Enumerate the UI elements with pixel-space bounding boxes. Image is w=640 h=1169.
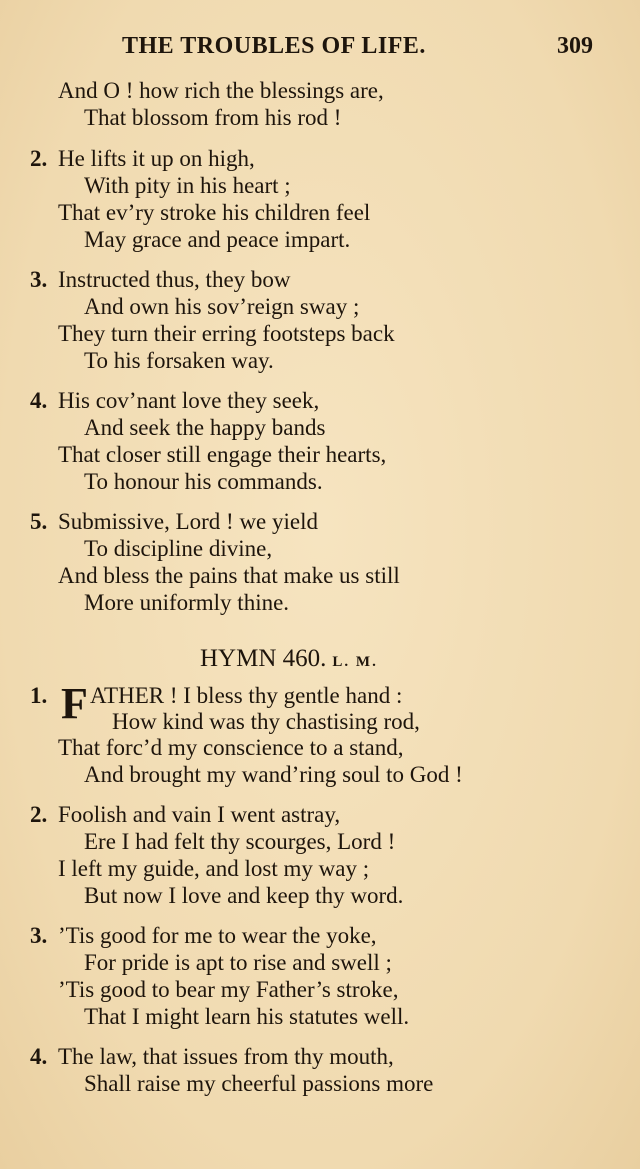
stanza-number: 3. (30, 923, 48, 948)
verse-line: More uniformly thine. (84, 590, 290, 615)
verse-line: And O ! how rich the blessings are, (58, 78, 384, 103)
verse-line: Shall raise my cheerful passions more (84, 1071, 434, 1096)
verse-line: To honour his commands. (84, 469, 323, 494)
stanza-number: 4. (30, 1044, 48, 1069)
stanza-number: 2. (30, 802, 48, 827)
stanza-number: 3. (30, 267, 48, 292)
verse-line: May grace and peace impart. (84, 227, 351, 252)
verse-line: To his forsaken way. (84, 348, 274, 373)
verse-line: And own his sov’reign sway ; (84, 294, 360, 319)
stanza-number: 4. (30, 388, 48, 413)
verse-line: They turn their erring footsteps back (58, 321, 395, 346)
stanza-number: 1. (30, 683, 48, 708)
stanza-number: 5. (30, 509, 48, 534)
verse-line: How kind was thy chastising rod, (112, 709, 420, 734)
drop-cap: F (61, 679, 88, 728)
verse-line: That ev’ry stroke his children feel (58, 200, 371, 225)
verse-line: Instructed thus, they bow (58, 267, 291, 292)
page-number: 309 (557, 33, 593, 59)
stanza-number: 2. (30, 146, 48, 171)
hymn-title (200, 646, 378, 671)
verse-line: I left my guide, and lost my way ; (58, 856, 370, 881)
hymn-number: HYMN 460. (200, 645, 327, 672)
verse-line: That closer still engage their hearts, (58, 442, 387, 467)
running-head: THE TROUBLES OF LIFE. (122, 33, 426, 59)
verse-line: ’Tis good for me to wear the yoke, (58, 923, 377, 948)
verse-line: And seek the happy bands (84, 415, 326, 440)
verse-line: ’Tis good to bear my Father’s stroke, (58, 977, 399, 1002)
verse-line: That forc’d my conscience to a stand, (58, 735, 404, 760)
verse-line: The law, that issues from thy mouth, (58, 1044, 394, 1069)
verse-line: That blossom from his rod ! (84, 105, 342, 130)
verse-line: And bless the pains that make us still (58, 563, 400, 588)
hymn-meter: L. M. (332, 654, 378, 670)
verse-line: His cov’nant love they seek, (58, 388, 320, 413)
verse-line: And brought my wand’ring soul to God ! (84, 762, 463, 787)
verse-line: Ere I had felt thy scourges, Lord ! (84, 829, 396, 854)
verse-line: Submissive, Lord ! we yield (58, 509, 318, 534)
verse-line: That I might learn his statutes well. (84, 1004, 410, 1029)
verse-line: He lifts it up on high, (58, 146, 255, 171)
verse-line: ATHER ! I bless thy gentle hand : (90, 683, 403, 708)
verse-line: Foolish and vain I went astray, (58, 802, 341, 827)
verse-line: To discipline divine, (84, 536, 273, 561)
verse-line: For pride is apt to rise and swell ; (84, 950, 392, 975)
verse-line: But now I love and keep thy word. (84, 883, 404, 908)
verse-line: With pity in his heart ; (84, 173, 291, 198)
